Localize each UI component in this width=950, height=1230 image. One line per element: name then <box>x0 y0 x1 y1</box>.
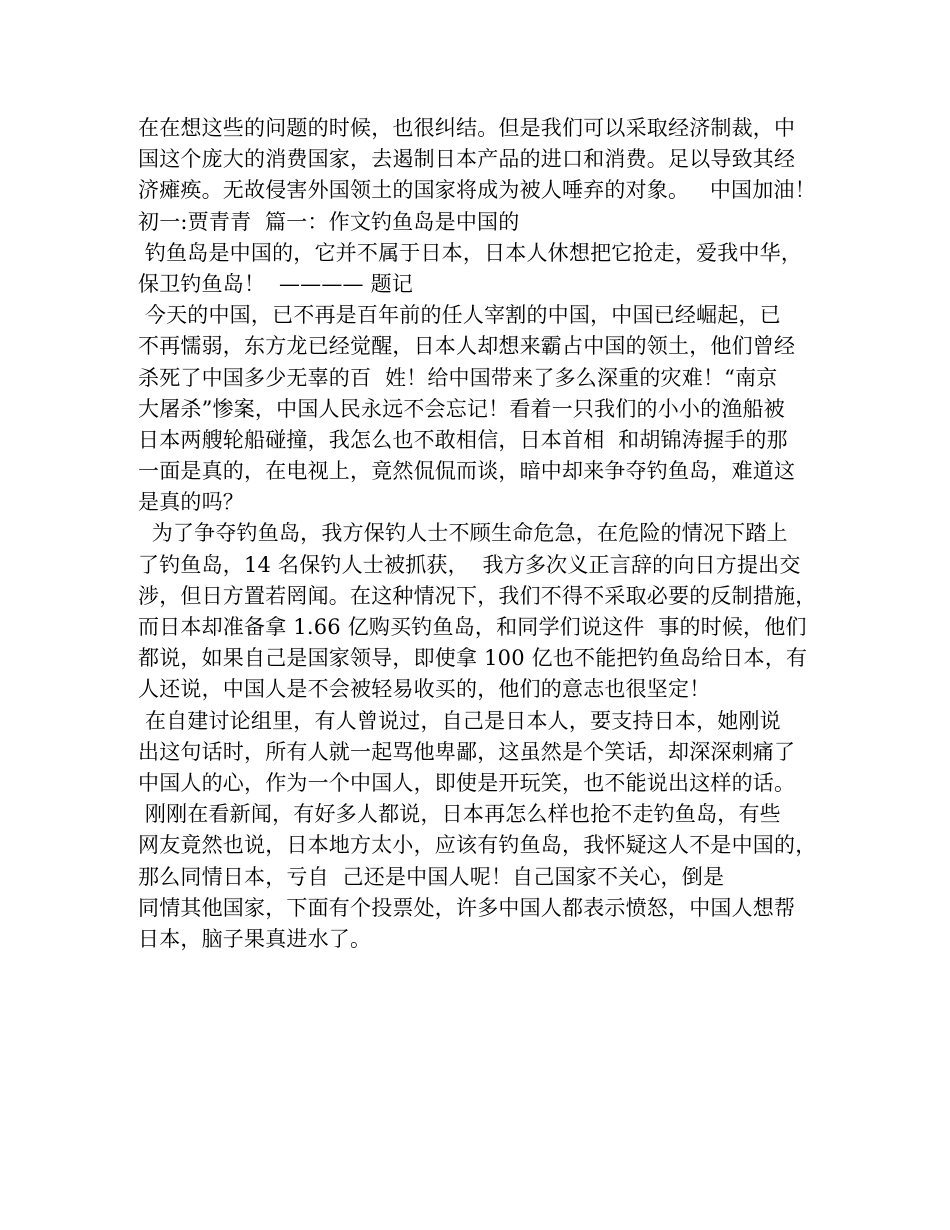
text-line: 而日本却准备拿 1.66 亿购买钓鱼岛，和同学们说这件 事的时候，他们 <box>138 615 807 639</box>
text-line: 钓鱼岛是中国的，它并不属于日本，日本人休想把它抢走，爱我中华， <box>138 240 803 265</box>
document-body-text <box>138 113 838 955</box>
text-line: 在自建讨论组里，有人曾说过，自己是日本人，要支持日本，她刚说 <box>138 708 781 733</box>
text-line: 那么同情日本，亏自 己还是中国人呢！自己国家不关心，倒是 <box>138 864 725 889</box>
text-line: 济瘫痪。无故侵害外国领土的国家将成为被人唾弃的对象。 中国加油！ <box>138 178 816 203</box>
text-line: 不再懦弱，东方龙已经觉醒，日本人却想来霸占中国的领土，他们曾经 <box>138 334 796 359</box>
text-line: 出这句话时，所有人就一起骂他卑鄙，这虽然是个笑话，却深深刺痛了 <box>138 739 796 764</box>
text-line: 涉，但日方置若罔闻。在这种情况下，我们不得不采取必要的反制措施， <box>138 583 817 608</box>
text-line: 都说，如果自己是国家领导，即使拿 100 亿也不能把钓鱼岛给日本，有 <box>138 646 808 671</box>
text-line: 中国人的心，作为一个中国人，即使是开玩笑，也不能说出这样的话。 <box>138 770 796 795</box>
text-line: 国这个庞大的消费国家，去遏制日本产品的进口和消费。足以导致其经 <box>138 147 796 172</box>
text-line: 刚刚在看新闻，有好多人都说，日本再怎么样也抢不走钓鱼岛，有些 <box>138 802 781 827</box>
text-line: 为了争夺钓鱼岛，我方保钓人士不顾生命危急，在危险的情况下踏上 <box>138 521 788 546</box>
text-line: 杀死了中国多少无辜的百 姓！给中国带来了多么深重的灾难！“南京 <box>138 365 778 390</box>
text-line: 在在想这些的问题的时候，也很纠结。但是我们可以采取经济制裁，中 <box>138 116 796 140</box>
text-line: 人还说，中国人是不会被轻易收买的，他们的意志也很坚定！ <box>138 677 711 702</box>
text-line: 网友竟然也说，日本地方太小，应该有钓鱼岛，我怀疑这人不是中国的， <box>138 833 817 858</box>
text-line: 同情其他国家，下面有个投票处，许多中国人都表示愤怒，中国人想帮 <box>138 895 796 920</box>
text-line: 大屠杀”惨案，中国人民永远不会忘记！看着一只我们的小小的渔船被 <box>138 396 785 421</box>
text-line: 初一:贾青青 篇一：作文钓鱼岛是中国的 <box>138 209 520 234</box>
text-line: 今天的中国，已不再是百年前的任人宰割的中国，中国已经崛起，已 <box>138 303 781 328</box>
text-line: 是真的吗？ <box>138 490 244 515</box>
text-line: 了钓鱼岛，14 名保钓人士被抓获， 我方多次义正言辞的向日方提出交 <box>138 552 801 577</box>
text-line: 一面是真的，在电视上，竟然侃侃而谈，暗中却来争夺钓鱼岛，难道这 <box>138 459 796 484</box>
text-line: 保卫钓鱼岛！ ———— 题记 <box>138 271 414 296</box>
text-line: 日本两艘轮船碰撞，我怎么也不敢相信，日本首相 和胡锦涛握手的那 <box>138 427 788 452</box>
text-line: 日本，脑子果真进水了。 <box>138 926 372 951</box>
